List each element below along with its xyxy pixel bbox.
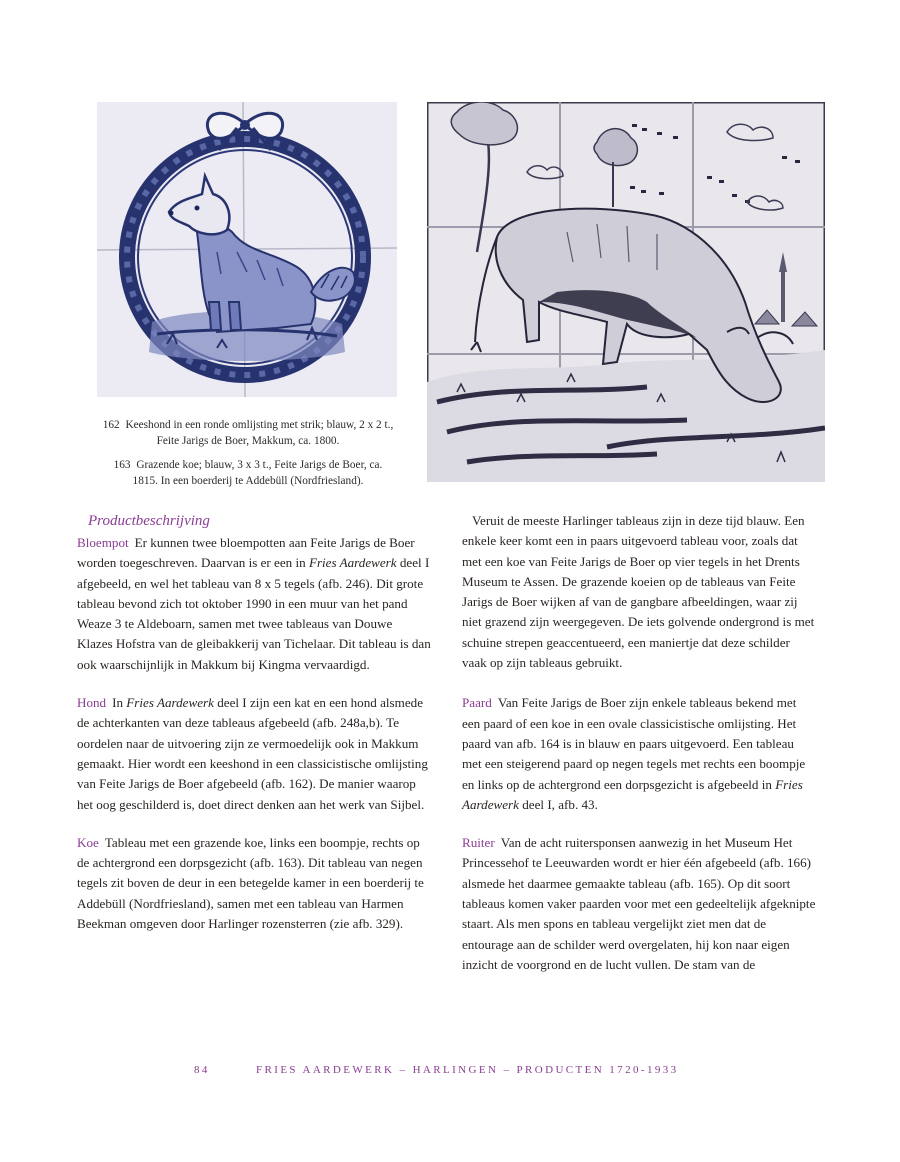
- paragraph-bloempot: [77, 533, 431, 675]
- figure-captions: [100, 417, 396, 497]
- paragraph-text: deel I zijn een kat en een hond alsmede de achterkanten van deze tableaus afgebeeld (afb. 248a,b). Te oordelen naar de uitvoering zijn ze vermoedelijk ook in Makkum gemaakt. Hier wordt een keeshond in een classicistische omlijsting van Feite Jarigs de Boer afgebeeld (afb. 162). De manier waarop het oog geschilderd is, doet direct denken aan het werk van Sijbel.: [77, 695, 428, 812]
- paragraph-text: Er kunnen twee bloempotten aan Feite Jarigs de Boer worden toegeschreven. Daarvan is er een in: [77, 535, 415, 571]
- running-title: FRIES AARDEWERK – HARLINGEN – PRODUCTEN 1720-1933: [256, 1064, 679, 1076]
- paragraph-hond: [77, 693, 431, 815]
- caption-number: 163: [113, 459, 131, 471]
- caption-162: [100, 417, 396, 449]
- caption-163: [100, 457, 396, 489]
- runin-heading: Koe: [77, 834, 99, 850]
- runin-heading: Hond: [77, 695, 107, 711]
- left-column: [77, 511, 431, 934]
- book-title: Fries Aardewerk: [308, 555, 397, 571]
- paragraph-text: In: [112, 695, 127, 711]
- book-title: Fries Aardewerk: [462, 776, 803, 812]
- caption-text: Grazende koe; blauw, 3 x 3 t., Feite Jarigs de Boer, ca. 1815. In een boerderij te Addebüll (Nordfriesland).: [132, 459, 383, 487]
- paragraph-koe: [77, 833, 431, 934]
- caption-text: Keeshond in een ronde omlijsting met strik; blauw, 2 x 2 t., Feite Jarigs de Boer, Makkum, ca. 1800.: [125, 419, 394, 447]
- paragraph-text: deel I, afb. 43.: [518, 796, 598, 812]
- section-title: Productbeschrijving: [88, 513, 210, 529]
- book-title: Fries Aardewerk: [126, 695, 214, 711]
- paragraph-text: deel I afgebeeld, en wel het tableau van 8 x 5 tegels (afb. 246). Dit grote tableau bevond zich tot oktober 1990 in een muur van het pand Weaze 3 te Aldeboarn, samen met twee tableaus van Douwe Klazes Hofstra van de gleibakkerij van Tichelaar. Dit tableau is dan ook waarschijnlijk in Makkum bij Kingma vervaardigd.: [77, 555, 431, 672]
- right-column: [462, 511, 816, 975]
- caption-number: 162: [102, 419, 120, 431]
- paragraph-paard: [462, 693, 816, 815]
- runin-heading: Paard: [462, 695, 492, 711]
- grazing-cow-tile-image: [427, 102, 825, 482]
- paragraph-ruiter: [462, 833, 816, 975]
- runin-heading: Ruiter: [462, 835, 495, 851]
- paragraph-text: Tableau met een grazende koe, links een boompje, rechts op de achtergrond een dorpsgezicht (afb. 163). Dit tableau van negen tegels zit boven de deur in een betegelde kamer in een boerderij te Addebüll (Nordfriesland), samen met een tableau van Harmen Beekman omgeven door Harlinger rozensterren (zie afb. 329).: [77, 834, 424, 932]
- page-number: 84: [194, 1064, 210, 1076]
- paragraph-text: Van de acht ruitersponsen aanwezig in het Museum Het Princessehof te Leeuwarden wordt er hier één afgebeeld (afb. 166) alsmede het daarmee gemaakte tableau (afb. 165). Op dit soort tableaus komen vaker paarden voor met een gedeeltelijk afgeknipte staart. Als men spons en tableau vergelijkt ziet men dat de entourage aan de schilder werd overgelaten, hij kon naar eigen inzicht de voorgrond en de lucht vullen. De stam van de: [462, 835, 816, 972]
- paragraph-intro: Veruit de meeste Harlinger tableaus zijn in deze tijd blauw. Een enkele keer komt een in paars uitgevoerd tableau voor, zoals dat met een koe van Feite Jarigs de Boer op vier tegels in het Drents Museum te Assen. De grazende koeien op de tableaus van Feite Jarigs de Boer wijken af van de gangbare afbeeldingen, waar zij niet grazend zijn weergegeven. De iets golvende ondergrond is met schuine strepen geaccentueerd, een maniertje dat deze schilder vaak op zijn tableaus gebruikt.: [462, 513, 815, 671]
- runin-heading: Bloempot: [77, 535, 129, 550]
- paragraph-text: Van Feite Jarigs de Boer zijn enkele tableaus bekend met een paard of een koe in een ovale classicistische omlijsting. Het paard van afb. 164 is in blauw en paars uitgevoerd. Een tableau met een steigerend paard op negen tegels met rechts een boompje en links op de achtergrond een dorpsgezicht is afgebeeld in: [462, 695, 806, 792]
- keeshond-tile-image: [97, 102, 397, 397]
